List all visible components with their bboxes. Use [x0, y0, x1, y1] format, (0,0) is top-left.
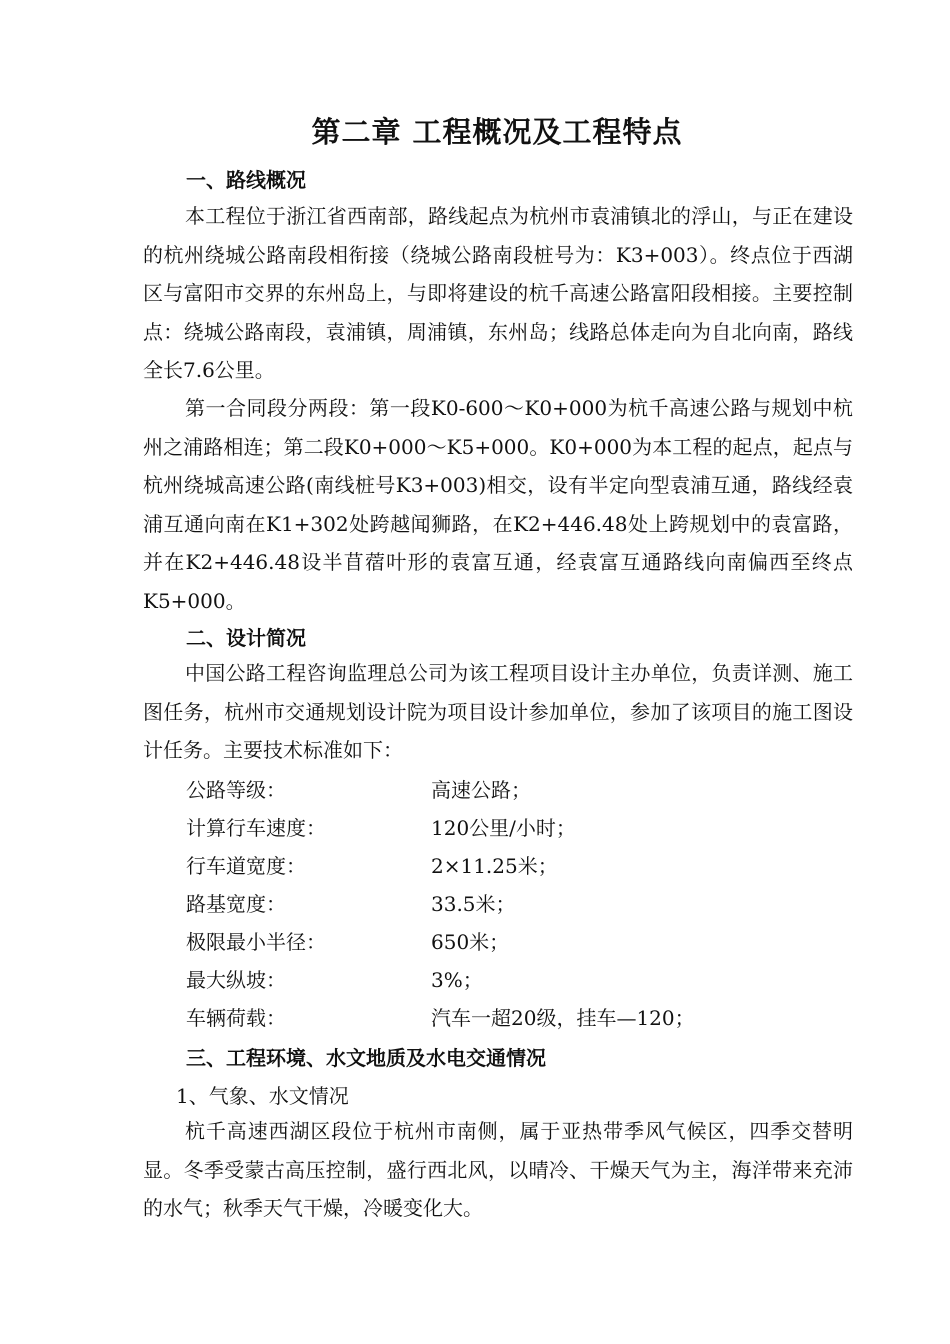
spec-label: 行车道宽度：	[186, 854, 306, 878]
spec-value: 33.5米；	[431, 892, 516, 916]
section-heading-route: 一、路线概况	[186, 168, 306, 192]
spec-label: 极限最小半径：	[186, 930, 326, 954]
spec-label: 最大纵坡：	[186, 968, 286, 992]
spec-label: 车辆荷载：	[186, 1006, 286, 1030]
spec-value: 2×11.25米；	[431, 854, 558, 878]
design-paragraph-1: 中国公路工程咨询监理总公司为该工程项目设计主办单位，负责详测、施工图任务，杭州市交通规划设计院为项目设计参加单位，参加了该项目的施工图设计任务。主要技术标准如下：	[143, 661, 853, 763]
spec-value: 120公里/小时；	[431, 816, 576, 840]
spec-label: 计算行车速度：	[186, 816, 326, 840]
spec-row	[186, 888, 516, 926]
subsection-heading-weather: 1、气象、水文情况	[176, 1084, 349, 1108]
spec-row	[186, 964, 483, 1002]
spec-row	[186, 1002, 695, 1040]
spec-label: 公路等级：	[186, 778, 286, 802]
spec-row	[186, 850, 558, 888]
spec-value: 汽车一超20级，挂车—120；	[431, 1006, 695, 1030]
chapter-title: 第二章 工程概况及工程特点	[311, 115, 683, 149]
route-paragraph-1: 本工程位于浙江省西南部，路线起点为杭州市袁浦镇北的浮山，与正在建设的杭州绕城公路南段相衔接（绕城公路南段桩号为：K3+003）。终点位于西湖区与富阳市交界的东州岛上，与即将建设的杭千高速公路富阳段相接。主要控制点：绕城公路南段，袁浦镇，周浦镇，东州岛；线路总体走向为自北向南，路线全长7.6公里。	[143, 204, 853, 383]
spec-row	[186, 774, 531, 812]
spec-value: 高速公路；	[431, 778, 531, 802]
spec-value: 650米；	[431, 930, 510, 954]
section-heading-design: 二、设计简况	[186, 626, 306, 650]
spec-label: 路基宽度：	[186, 892, 286, 916]
route-paragraph-2: 第一合同段分两段：第一段K0-600～K0+000为杭千高速公路与规划中杭州之浦路相连；第二段K0+000～K5+000。K0+000为本工程的起点，起点与杭州绕城高速公路(南线桩号K3+003)相交，设有半定向型袁浦互通，路线经袁浦互通向南在K1+302处跨越闻狮路，在K2+446.48处上跨规划中的袁富路，并在K2+446.48设半苜蓿叶形的袁富互通，经袁富互通路线向南偏西至终点K5+000。	[143, 396, 853, 613]
spec-row	[186, 926, 509, 964]
environment-paragraph-1: 杭千高速西湖区段位于杭州市南侧，属于亚热带季风气候区，四季交替明显。冬季受蒙古高压控制，盛行西北风，以晴冷、干燥天气为主，海洋带来充沛的水气；秋季天气干燥，冷暖变化大。	[143, 1119, 853, 1221]
section-heading-environment: 三、工程环境、水文地质及水电交通情况	[186, 1046, 546, 1070]
spec-value: 3%；	[431, 968, 483, 992]
spec-row	[186, 812, 576, 850]
